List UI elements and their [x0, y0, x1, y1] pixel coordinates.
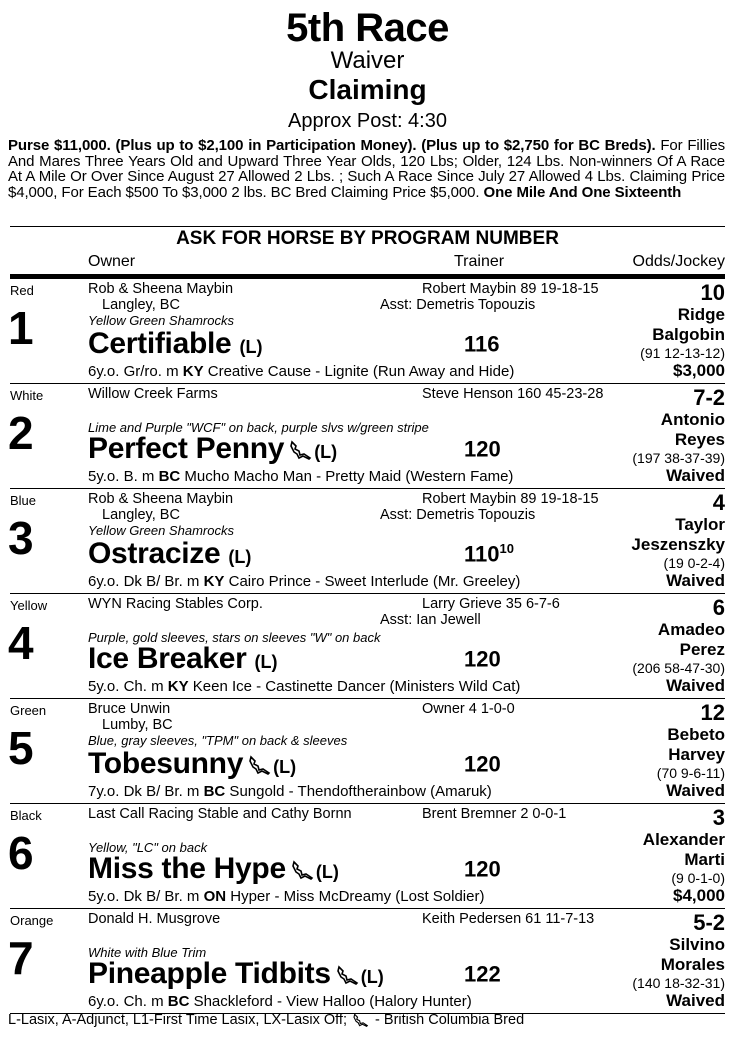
horse-name-text: Ostracize: [88, 537, 221, 570]
program-number: 1: [8, 302, 34, 354]
jockey-stats: (197 38-37-39): [632, 450, 725, 466]
owner-location: Langley, BC: [102, 507, 180, 523]
col-trainer: Trainer: [454, 253, 505, 270]
bc-map-icon: [337, 965, 359, 985]
program-number: 4: [8, 617, 34, 669]
bc-map-icon: [292, 860, 314, 880]
purse: Purse $11,000. (Plus up to $2,100 in Participation Money). (Plus up to $2,750 for BC Breds).: [8, 137, 656, 154]
age-sex: 5y.o. Dk B/ Br. m: [88, 888, 204, 905]
breeding: [88, 993, 472, 1011]
saddle-color: White: [10, 388, 44, 403]
foaled-place: ON: [203, 888, 227, 905]
owner: Willow Creek Farms: [88, 386, 218, 402]
column-headers: [10, 250, 725, 279]
morning-line-odds: 6: [712, 595, 725, 620]
medication: (L): [360, 967, 384, 987]
race-header: [0, 0, 735, 134]
claim-price: Waived: [666, 781, 725, 800]
jockey-name-line: Silvino: [669, 935, 725, 954]
distance: One Mile And One Sixteenth: [483, 183, 682, 201]
weight: [464, 856, 501, 882]
horse-name: [88, 642, 278, 679]
saddle-color: Red: [10, 283, 34, 298]
horse-name: [88, 537, 251, 574]
horse-name: [88, 327, 262, 364]
breeding: [88, 678, 520, 696]
saddle-color: Blue: [10, 493, 37, 508]
jockey-stats: (91 12-13-12): [640, 345, 725, 361]
morning-line-odds: 4: [712, 490, 725, 515]
program-number: 3: [8, 512, 34, 564]
pedigree: Creative Cause - Lignite (Run Away and Hide): [203, 363, 515, 380]
foaled-place: BC: [158, 468, 181, 485]
jockey-stats: (70 9-6-11): [656, 765, 725, 781]
legend-text: L-Lasix, A-Adjunct, L1-First Time Lasix, LX-Lasix Off;: [8, 1012, 347, 1028]
col-odds-jockey: Odds/Jockey: [632, 253, 725, 270]
trainer: Steve Henson 160 45-23-28: [422, 386, 604, 402]
age-sex: 5y.o. Ch. m: [88, 678, 168, 695]
assistant-trainer: Asst: Demetris Topouzis: [380, 297, 536, 313]
foaled-place: KY: [203, 573, 225, 590]
trainer: Brent Bremner 2 0-0-1: [422, 806, 567, 822]
weight: [464, 541, 514, 567]
trainer: Robert Maybin 89 19-18-15: [422, 491, 599, 507]
pedigree: Mucho Macho Man - Pretty Maid (Western Fame): [180, 468, 514, 485]
bc-map-icon: [353, 1013, 369, 1027]
weight: [464, 961, 501, 987]
entry-row: [10, 699, 725, 804]
owner: Rob & Sheena Maybin: [88, 491, 234, 507]
weight-allowance: 10: [499, 541, 514, 556]
entry-row: [10, 279, 725, 384]
entry-row: [10, 384, 725, 489]
jockey-name-line: Marti: [684, 850, 725, 869]
jockey-name-line: Alexander: [642, 830, 725, 849]
trainer: Larry Grieve 35 6-7-6: [422, 596, 560, 612]
horse-name-text: Pineapple Tidbits: [88, 957, 331, 990]
owner: WYN Racing Stables Corp.: [88, 596, 263, 612]
jockey-name-line: Reyes: [674, 430, 725, 449]
weight-value: 122: [464, 961, 501, 987]
horse-name-text: Miss the Hype: [88, 852, 286, 885]
jockey-name-line: Taylor: [675, 515, 725, 534]
horse-name-text: Tobesunny: [88, 747, 244, 780]
owner: Rob & Sheena Maybin: [88, 281, 234, 297]
horse-name-text: Certifiable: [88, 327, 232, 360]
horse-name: [88, 957, 384, 994]
silks: Yellow, "LC" on back: [88, 840, 208, 855]
breeding: [88, 783, 492, 801]
bc-note: - British Columbia Bred: [371, 1012, 525, 1028]
jockey: [631, 515, 725, 555]
foaled-place: BC: [203, 783, 226, 800]
age-sex: 5y.o. B. m: [88, 468, 159, 485]
trainer: Owner 4 1-0-0: [422, 701, 515, 717]
silks: White with Blue Trim: [88, 945, 207, 960]
silks: Lime and Purple "WCF" on back, purple slvs w/green stripe: [88, 420, 429, 435]
bc-map-icon: [290, 440, 312, 460]
post-time: Approx Post: 4:30: [288, 110, 447, 132]
breeding: [88, 573, 520, 591]
weight: [464, 751, 501, 777]
owner: Last Call Racing Stable and Cathy Bornn: [88, 806, 352, 822]
race-conditions: [8, 138, 725, 200]
entry-row: [10, 909, 725, 1014]
jockey-name-line: Antonio: [660, 410, 725, 429]
foaled-place: KY: [167, 678, 189, 695]
pedigree: Shackleford - View Halloo (Halory Hunter): [189, 993, 472, 1010]
jockey: [661, 410, 725, 450]
age-sex: 7y.o. Dk B/ Br. m: [88, 783, 204, 800]
owner: Bruce Unwin: [88, 701, 171, 717]
conditions-text: For Fillies And Mares Three Years Old and Upward Three Year Olds, 120 Lbs; Older, 124 Lbs. Non-winners Of A Race At A Mile Or Over Since August 27 Allowed 2 Lbs. ; Such A Race Since July 27 Allowed 4 Lbs. Claiming Price $4,000, For Each $500 To $3,000 2 lbs. BC Bred Claiming Price $5,000.: [8, 137, 725, 201]
jockey-stats: (9 0-1-0): [671, 870, 725, 886]
col-owner: Owner: [88, 253, 136, 270]
program-number: 6: [8, 827, 34, 879]
horse-name-text: Perfect Penny: [88, 432, 285, 465]
silks: Yellow Green Shamrocks: [88, 523, 234, 538]
pedigree: Sungold - Thendoftherainbow (Amaruk): [225, 783, 492, 800]
horse-name-text: Ice Breaker: [88, 642, 247, 675]
jockey-name-line: Morales: [660, 955, 725, 974]
weight: [464, 436, 501, 462]
medication: (L): [314, 442, 338, 462]
jockey-name-line: Bebeto: [667, 725, 725, 744]
jockey-name-line: Harvey: [668, 745, 725, 764]
claim-price: Waived: [666, 991, 725, 1010]
program-number: 7: [8, 932, 34, 984]
pedigree: Keen Ice - Castinette Dancer (Ministers Wild Cat): [188, 678, 521, 695]
entry-row: [10, 489, 725, 594]
foaled-place: BC: [167, 993, 190, 1010]
weight-value: 120: [464, 751, 501, 777]
saddle-color: Green: [10, 703, 47, 718]
morning-line-odds: 7-2: [693, 385, 725, 410]
trainer: Keith Pedersen 61 11-7-13: [422, 911, 595, 927]
weight-value: 110: [464, 541, 500, 567]
jockey: [643, 830, 725, 870]
horse-name: [88, 852, 339, 889]
jockey-name-line: Ridge: [677, 305, 725, 324]
jockey-stats: (140 18-32-31): [632, 975, 725, 991]
silks: Purple, gold sleeves, stars on sleeves "W" on back: [88, 630, 381, 645]
medication: (L): [228, 547, 252, 567]
weight-value: 120: [464, 856, 501, 882]
jockey-name-line: Amadeo: [657, 620, 725, 639]
ask-banner: ASK FOR HORSE BY PROGRAM NUMBER: [10, 226, 725, 249]
owner-location: Lumby, BC: [102, 717, 173, 733]
medication: (L): [273, 757, 297, 777]
race-type: Claiming: [308, 74, 427, 105]
jockey: [652, 305, 725, 345]
jockey: [661, 935, 725, 975]
morning-line-odds: 5-2: [693, 910, 725, 935]
weight-value: 120: [464, 436, 501, 462]
claim-price: $4,000: [673, 886, 725, 905]
morning-line-odds: 10: [700, 280, 725, 305]
silks: Blue, gray sleeves, "TPM" on back & sleeves: [88, 733, 348, 748]
age-sex: 6y.o. Gr/ro. m: [88, 363, 183, 380]
claim-price: $3,000: [673, 361, 725, 380]
jockey-stats: (206 58-47-30): [632, 660, 725, 676]
age-sex: 6y.o. Ch. m: [88, 993, 168, 1010]
saddle-color: Orange: [10, 913, 54, 928]
jockey: [658, 620, 725, 660]
breeding: [88, 468, 513, 486]
program-number: 2: [8, 407, 34, 459]
saddle-color: Black: [10, 808, 42, 823]
pedigree: Hyper - Miss McDreamy (Lost Soldier): [226, 888, 485, 905]
owner: Donald H. Musgrove: [88, 911, 221, 927]
footer-legend: [8, 1012, 524, 1028]
morning-line-odds: 12: [700, 700, 725, 725]
claim-price: Waived: [666, 466, 725, 485]
jockey-stats: (19 0-2-4): [663, 555, 725, 571]
medication: (L): [239, 337, 263, 357]
race-subtitle: Waiver: [330, 47, 405, 74]
trainer: Robert Maybin 89 19-18-15: [422, 281, 599, 297]
silks: Yellow Green Shamrocks: [88, 313, 234, 328]
race-title: 5th Race: [286, 6, 449, 50]
entry-row: [10, 804, 725, 909]
age-sex: 6y.o. Dk B/ Br. m: [88, 573, 204, 590]
jockey-name-line: Perez: [679, 640, 725, 659]
breeding: [88, 363, 514, 381]
weight-value: 120: [464, 646, 501, 672]
horse-name: [88, 747, 296, 784]
weight-value: 116: [464, 331, 500, 357]
claim-price: Waived: [666, 676, 725, 695]
weight: [464, 646, 501, 672]
bc-map-icon: [249, 755, 271, 775]
claim-price: Waived: [666, 571, 725, 590]
assistant-trainer: Asst: Demetris Topouzis: [380, 507, 536, 523]
entry-row: [10, 594, 725, 699]
saddle-color: Yellow: [10, 598, 48, 613]
foaled-place: KY: [182, 363, 204, 380]
jockey-name-line: Jeszenszky: [631, 535, 725, 554]
assistant-trainer: Asst: Ian Jewell: [380, 612, 481, 628]
morning-line-odds: 3: [712, 805, 725, 830]
weight: [464, 331, 500, 357]
owner-location: Langley, BC: [102, 297, 180, 313]
jockey: [667, 725, 725, 765]
pedigree: Cairo Prince - Sweet Interlude (Mr. Greeley): [224, 573, 521, 590]
horse-name: [88, 432, 337, 469]
jockey-name-line: Balgobin: [652, 325, 725, 344]
medication: (L): [254, 652, 278, 672]
breeding: [88, 888, 484, 906]
medication: (L): [315, 862, 339, 882]
program-number: 5: [8, 722, 34, 774]
